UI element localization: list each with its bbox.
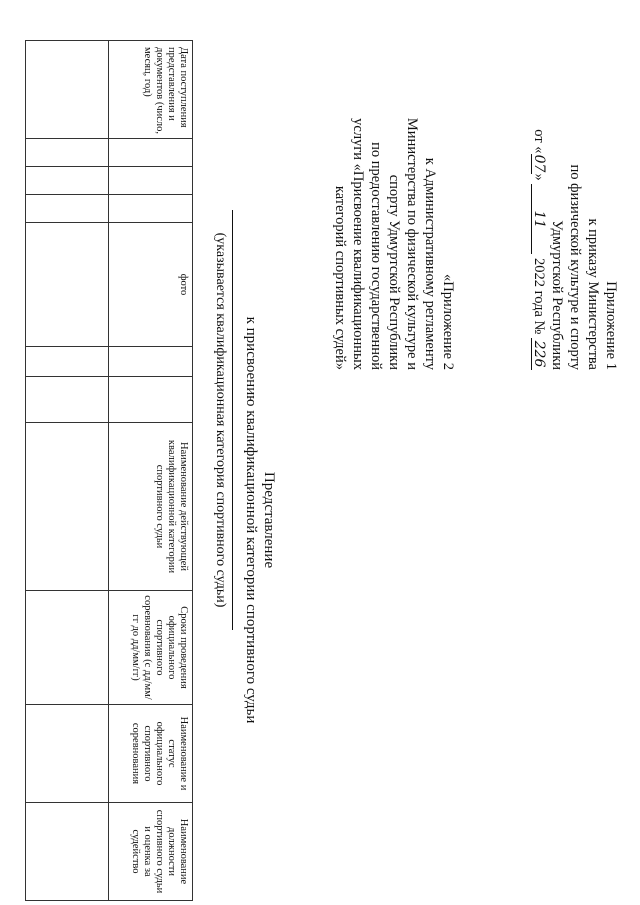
appendix-2-line: Министерства по физической культуре и xyxy=(404,117,420,370)
table-cell xyxy=(26,705,109,803)
table-cell xyxy=(26,591,109,705)
order-day: 07 xyxy=(531,154,547,173)
appendix-1-line: Удмуртской Республики xyxy=(549,220,565,370)
date-received-header: Дата поступления представления и документов (число, месяц, год) xyxy=(109,41,193,139)
table-cell xyxy=(109,347,193,377)
category-fill-line xyxy=(232,210,233,630)
title-subheading: к присвоению квалификационной категории спортивного судьи xyxy=(243,316,259,724)
table-cell xyxy=(109,139,193,167)
table-cell xyxy=(109,195,193,223)
appendix-2-line: категорий спортивных судей» xyxy=(332,185,348,370)
table-cell xyxy=(26,377,109,423)
appendix-2-line: услуги «Присвоение квалификационных xyxy=(350,118,366,370)
table-cell xyxy=(109,377,193,423)
table-cell xyxy=(109,167,193,195)
table-cell xyxy=(26,423,109,591)
appendix-2-title: «Приложение 2 xyxy=(440,274,456,370)
appendix-2-line: к Административному регламенту xyxy=(422,157,438,370)
photo-header: фото xyxy=(109,223,193,347)
appendix-2-line: спорту Удмуртской Республики xyxy=(386,174,402,370)
judge-position-header: Наименование должности спортивного судьи и оценка за судейство xyxy=(109,803,193,901)
competition-dates-header: Сроки проведения официального спортивного соревнования (с дд/мм/гг до дд/мм/гг) xyxy=(109,591,193,705)
table-cell xyxy=(26,223,109,347)
appendix-2-line: по предоставлению государственной xyxy=(368,142,384,370)
appendix-1-date-line xyxy=(530,90,548,370)
table-cell xyxy=(26,347,109,377)
table-cell xyxy=(26,139,109,167)
title-heading: Представление xyxy=(261,471,277,569)
order-year: 2022 года № xyxy=(531,258,547,335)
order-month: 11 xyxy=(531,184,546,254)
table-body-row xyxy=(26,41,109,901)
date-prefix: от « xyxy=(531,129,547,154)
table-header-row xyxy=(109,41,193,901)
category-hint: (указывается квалификационная категория спортивного судьи) xyxy=(213,232,228,608)
appendix-2-block xyxy=(331,40,457,370)
document-title xyxy=(242,170,278,870)
order-number: 226 xyxy=(531,338,546,370)
competition-name-header: Наименование и статус официального спортивного соревнования xyxy=(109,705,193,803)
submission-table xyxy=(25,40,193,901)
current-category-header: Наименование действующей квалификационной категории спортивного судьи xyxy=(109,423,193,591)
table-cell xyxy=(26,41,109,139)
table-cell xyxy=(26,167,109,195)
appendix-1-title: Приложение 1 xyxy=(603,281,619,370)
date-quote: » xyxy=(531,173,547,181)
table-cell xyxy=(26,803,109,901)
appendix-1-line: по физической культуре и спорту xyxy=(567,164,583,370)
table-cell xyxy=(26,195,109,223)
appendix-1-block xyxy=(530,90,620,370)
appendix-1-line: к приказу Министерства xyxy=(585,218,601,370)
